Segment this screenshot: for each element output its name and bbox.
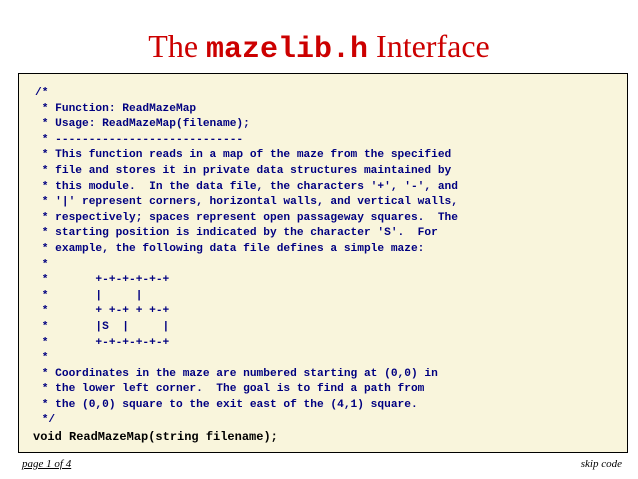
skip-code-link[interactable]: skip code — [580, 458, 622, 470]
comment-line: * +-+-+-+-+-+ — [35, 336, 170, 349]
comment-line: * starting position is indicated by the character 'S'. For — [35, 227, 438, 240]
comment-line: * file and stores it in private data structures maintained by — [35, 164, 452, 177]
comment-line: * — [35, 258, 49, 271]
slide-title — [0, 26, 638, 70]
title-suffix: Interface — [376, 28, 490, 64]
comment-line: * | | — [35, 289, 143, 302]
function-declaration: void ReadMazeMap(string filename); — [33, 430, 278, 444]
comment-line: * ---------------------------- — [35, 133, 244, 146]
comment-line: * — [35, 352, 49, 365]
comment-line: * + +-+ + +-+ — [35, 305, 170, 318]
comment-line: * this module. In the data file, the characters '+', '-', and — [35, 180, 458, 193]
comment-line: * Coordinates in the maze are numbered starting at (0,0) in — [35, 367, 438, 380]
page-indicator-link[interactable]: page 1 of 4 — [22, 458, 72, 470]
comment-line: */ — [35, 414, 56, 427]
title-filename: mazelib.h — [206, 33, 369, 67]
title-prefix: The — [148, 28, 199, 64]
comment-line: /* — [35, 87, 49, 99]
comment-line: * |S | | — [35, 320, 170, 333]
comment-line: * This function reads in a map of the maze from the specified — [35, 149, 452, 162]
code-listing — [18, 73, 628, 453]
comment-line: * Usage: ReadMazeMap(filename); — [35, 118, 250, 131]
comment-line: * the lower left corner. The goal is to find a path from — [35, 383, 425, 396]
comment-line: * +-+-+-+-+-+ — [35, 274, 170, 287]
function-comment — [35, 86, 458, 429]
comment-line: * '|' represent corners, horizontal walls, and vertical walls, — [35, 196, 458, 209]
comment-line: * Function: ReadMazeMap — [35, 102, 197, 115]
comment-line: * respectively; spaces represent open passageway squares. The — [35, 211, 458, 224]
comment-line: * the (0,0) square to the exit east of the (4,1) square. — [35, 398, 418, 411]
comment-line: * example, the following data file defines a simple maze: — [35, 242, 425, 255]
